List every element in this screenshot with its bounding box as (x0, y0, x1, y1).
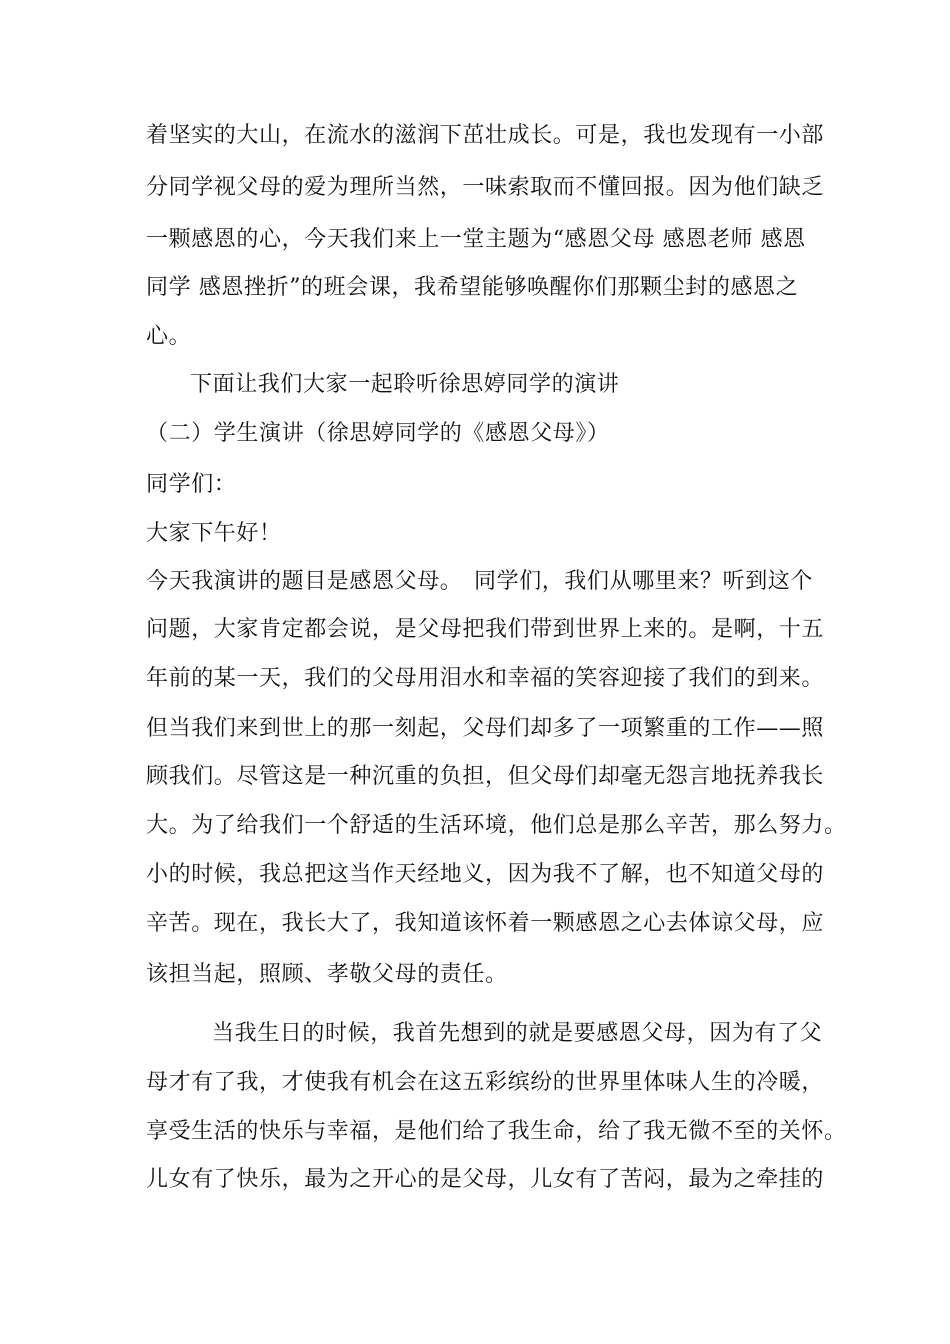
paragraph-line: 今天我演讲的题目是感恩父母。 同学们，我们从哪里来？听到这个 (146, 569, 814, 594)
paragraph-line: 一颗感恩的心，今天我们来上一堂主题为“感恩父母 感恩老师 感恩 (146, 227, 806, 252)
paragraph-line: 小的时候，我总把这当作天经地义，因为我不了解，也不知道父母的 (146, 862, 825, 887)
paragraph-line: 辛苦。现在，我长大了，我知道该怀着一颗感恩之心去体谅父母，应 (146, 911, 825, 936)
paragraph-line: 心。 (146, 324, 192, 349)
paragraph-line: 问题，大家肯定都会说，是父母把我们带到世界上来的。是啊，十五 (146, 617, 825, 642)
paragraph-line: 该担当起，照顾、孝敬父母的责任。 (146, 962, 508, 987)
paragraph-line: 当我生日的时候，我首先想到的就是要感恩父母，因为有了父 (212, 1021, 823, 1046)
salutation: 同学们： (146, 472, 237, 497)
intro-line: 下面让我们大家一起聆听徐思婷同学的演讲 (190, 372, 620, 397)
paragraph-line: 儿女有了快乐，最为之开心的是父母，儿女有了苦闷，最为之牵挂的 (146, 1167, 825, 1192)
paragraph-line: 但当我们来到世上的那一刻起，父母们却多了一项繁重的工作——照 (146, 716, 825, 741)
greeting: 大家下午好！ (146, 521, 282, 546)
paragraph-line: 着坚实的大山，在流水的滋润下茁壮成长。可是，我也发现有一小部 (146, 123, 825, 148)
paragraph-line: 母才有了我，才使我有机会在这五彩缤纷的世界里体味人生的冷暖， (146, 1070, 825, 1095)
paragraph-line: 大。为了给我们一个舒适的生活环境，他们总是那么辛苦，那么努力。 (146, 813, 847, 838)
paragraph-line: 年前的某一天，我们的父母用泪水和幸福的笑容迎接了我们的到来。 (146, 666, 825, 691)
paragraph-line: 顾我们。尽管这是一种沉重的负担，但父母们却毫无怨言地抚养我长 (146, 764, 825, 789)
paragraph-line: 同学 感恩挫折”的班会课，我希望能够唤醒你们那颗尘封的感恩之 (146, 275, 799, 300)
paragraph-line: 享受生活的快乐与幸福，是他们给了我生命，给了我无微不至的关怀。 (146, 1119, 847, 1144)
paragraph-line: 分同学视父母的爱为理所当然，一味索取而不懂回报。因为他们缺乏 (146, 175, 825, 200)
section-heading: （二）学生演讲（徐思婷同学的《感恩父母》） (146, 421, 610, 446)
